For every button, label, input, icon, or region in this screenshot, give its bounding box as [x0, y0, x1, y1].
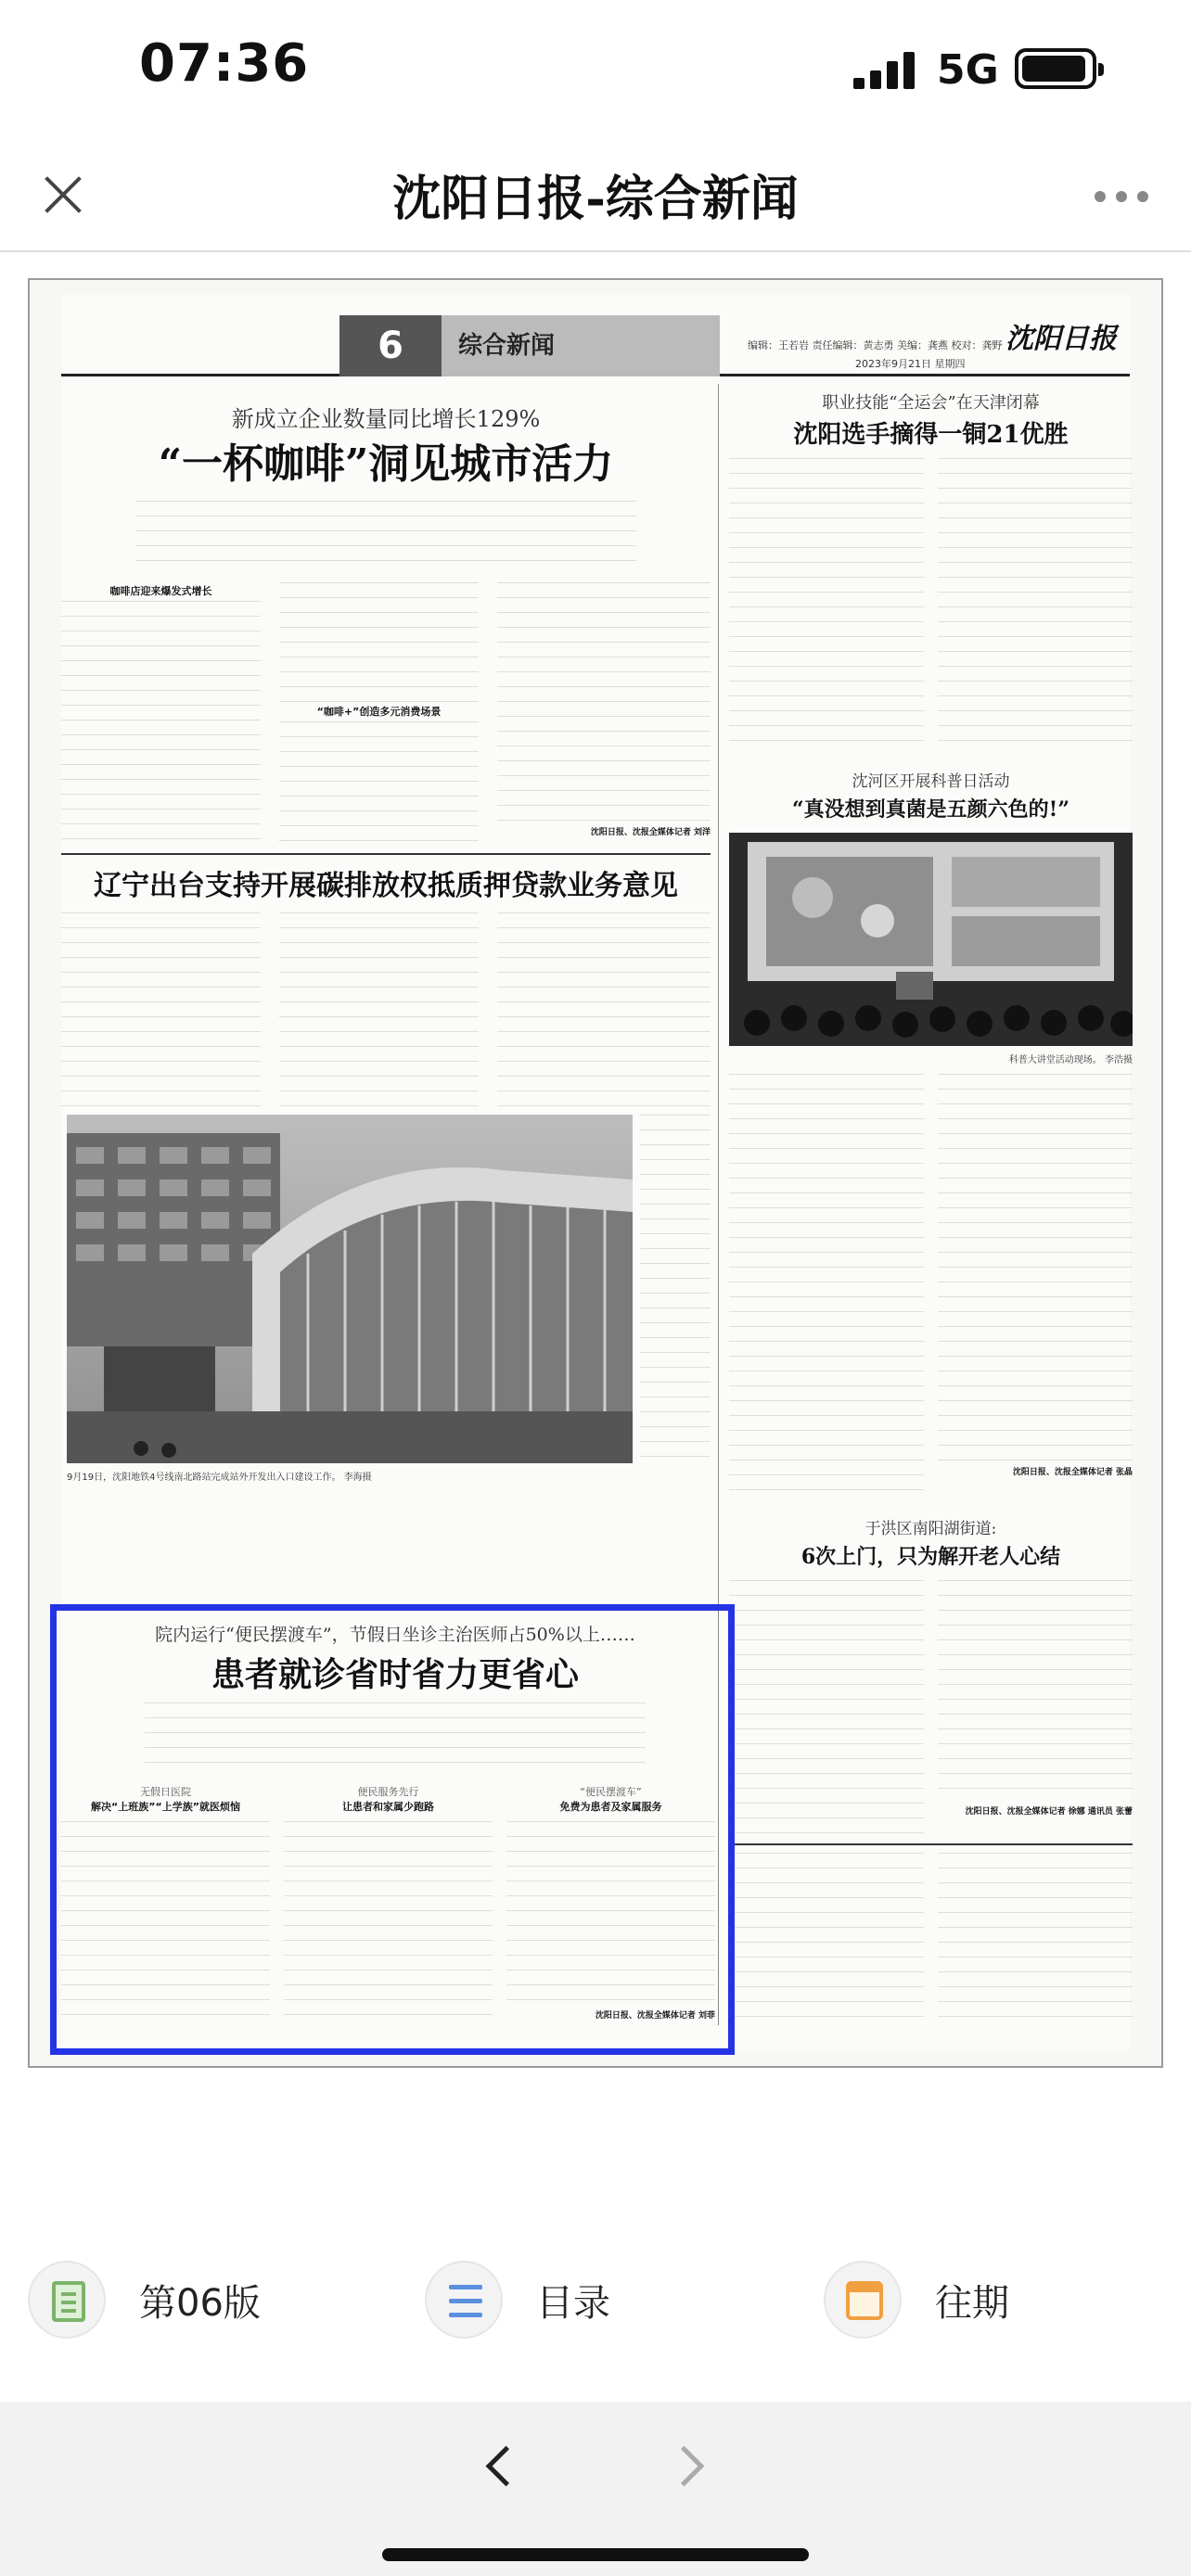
highlighted-column-2 — [284, 1821, 493, 2025]
right-article3-column-2 — [938, 1580, 1133, 1840]
right-article3-kicker[interactable]: 于洪区南阳湖街道: — [864, 1520, 997, 1538]
article-divider — [61, 853, 711, 855]
metro-station-photo[interactable] — [67, 1115, 633, 1463]
right-article2-headline[interactable]: “真没想到真菌是五颜六色的!” — [792, 797, 1069, 822]
right-article2-byline: 沈阳日报、沈报全媒体记者 张晶 — [1012, 1468, 1133, 1477]
article1-lead — [135, 501, 636, 569]
right-article4-column-1 — [729, 1853, 924, 2025]
highlighted-subhead-2-kicker: 便民服务先行 — [357, 1786, 419, 1798]
highlighted-subhead-3-kicker: “便民摆渡车” — [580, 1786, 642, 1798]
right-article3-headline[interactable]: 6次上门，只为解开老人心结 — [800, 1545, 1061, 1569]
back-arrow-icon[interactable] — [475, 2439, 531, 2494]
highlighted-article-headline[interactable]: 患者就诊省时省力更省心 — [211, 1655, 579, 1694]
battery-icon — [1015, 48, 1096, 89]
column-divider — [718, 384, 719, 2025]
archive-button[interactable] — [824, 2253, 1046, 2346]
highlighted-subhead-3 — [506, 1784, 715, 1814]
article1-subhead-b: “咖啡+”创造多元消费场景 — [316, 706, 442, 718]
highlighted-subhead-3-title: 免费为患者及家属服务 — [559, 1801, 662, 1813]
right-article2-column-1 — [729, 1074, 924, 1491]
right-article2-column-2 — [938, 1074, 1133, 1491]
science-lecture-photo[interactable] — [729, 833, 1133, 1046]
science-photo-caption: 科普大讲堂活动现场。 李浩摄 — [1008, 1055, 1133, 1065]
highlighted-column-1 — [61, 1821, 270, 2025]
home-indicator[interactable] — [382, 2548, 809, 2561]
highlighted-article-kicker[interactable]: 院内运行“便民摆渡车”，节假日坐诊主治医师占50%以上…… — [155, 1625, 635, 1645]
highlighted-article-lead — [145, 1702, 646, 1777]
article1-byline: 沈阳日报、沈报全媒体记者 刘洋 — [590, 828, 711, 837]
right-article1-kicker[interactable]: 职业技能“全运会”在天津闭幕 — [822, 393, 1040, 413]
browser-navigation — [0, 2402, 1191, 2576]
edition-button[interactable] — [28, 2253, 306, 2346]
masthead — [61, 295, 1130, 376]
status-bar — [0, 0, 1191, 139]
article1-column-2 — [279, 582, 479, 851]
table-of-contents-button[interactable] — [425, 2253, 647, 2346]
calendar-icon — [824, 2261, 902, 2339]
navigation-bar — [0, 139, 1191, 252]
page-number: 6 — [339, 315, 442, 376]
close-icon[interactable] — [35, 167, 91, 223]
bottom-toolbar — [0, 2235, 1191, 2402]
forward-arrow-icon[interactable] — [660, 2439, 716, 2494]
network-type: 5G — [937, 46, 999, 94]
right-bottom-divider — [729, 1843, 1133, 1845]
article2-headline[interactable]: 辽宁出台支持开展碳排放权抵质押贷款业务意见 — [94, 870, 678, 902]
newspaper-logo: 沈阳日报 — [1005, 323, 1117, 355]
highlighted-subhead-2 — [284, 1784, 493, 1814]
right-article1-headline[interactable]: 沈阳选手摘得一铜21优胜 — [793, 421, 1069, 449]
article1-subhead-a: 咖啡店迎来爆发式增长 — [109, 585, 212, 597]
highlighted-byline: 沈阳日报、沈报全媒体记者 刘菲 — [595, 2011, 715, 2021]
newspaper-page-view[interactable] — [28, 278, 1163, 2068]
right-article4-column-2 — [938, 1853, 1133, 2025]
article1-column-3 — [497, 582, 711, 851]
page-title: 沈阳日报-综合新闻 — [392, 171, 799, 227]
highlighted-subhead-1-title: 解决“上班族”“上学族”就医烦恼 — [91, 1801, 240, 1813]
highlighted-subhead-2-title: 让患者和家属少跑路 — [342, 1801, 434, 1813]
toc-label: 目录 — [536, 2282, 610, 2325]
date-line: 2023年9月21日 星期四 — [855, 358, 966, 370]
right-article1-column-2 — [938, 458, 1133, 755]
section-name: 综合新闻 — [442, 315, 720, 376]
highlighted-subhead-1 — [61, 1784, 270, 1814]
article2-column-3 — [497, 912, 711, 1107]
highlighted-column-3 — [506, 1821, 715, 2025]
article2-column-1 — [61, 912, 261, 1107]
right-article1-column-1 — [729, 458, 924, 755]
article2-column-4 — [640, 1115, 711, 1463]
right-article3-byline: 沈阳日报、沈报全媒体记者 徐娜 通讯员 张蕾 — [965, 1807, 1133, 1817]
more-options-icon[interactable] — [1089, 167, 1154, 223]
cellular-signal-icon — [853, 48, 918, 89]
article1-kicker[interactable]: 新成立企业数量同比增长129% — [231, 406, 541, 432]
article1-column-1 — [61, 582, 261, 851]
archive-label: 往期 — [935, 2282, 1009, 2325]
newspaper-page — [61, 295, 1133, 2051]
status-time: 07:36 — [139, 33, 310, 94]
article2-column-2 — [279, 912, 479, 1107]
list-icon — [425, 2261, 503, 2339]
article1-headline[interactable]: “一杯咖啡”洞见城市活力 — [158, 440, 614, 488]
page-icon — [28, 2261, 106, 2339]
edition-label: 第06版 — [139, 2282, 261, 2325]
editors-line: 编辑：王若岩 责任编辑：黄志勇 美编：龚燕 校对：龚野 — [748, 339, 1003, 351]
highlighted-subhead-1-kicker: 无假日医院 — [140, 1786, 191, 1798]
right-article3-column-1 — [729, 1580, 924, 1840]
right-article2-kicker[interactable]: 沈河区开展科普日活动 — [852, 772, 1010, 791]
metro-photo-caption: 9月19日，沈阳地铁4号线南北路站完成站外开发出入口建设工作。 李海摄 — [67, 1473, 372, 1483]
